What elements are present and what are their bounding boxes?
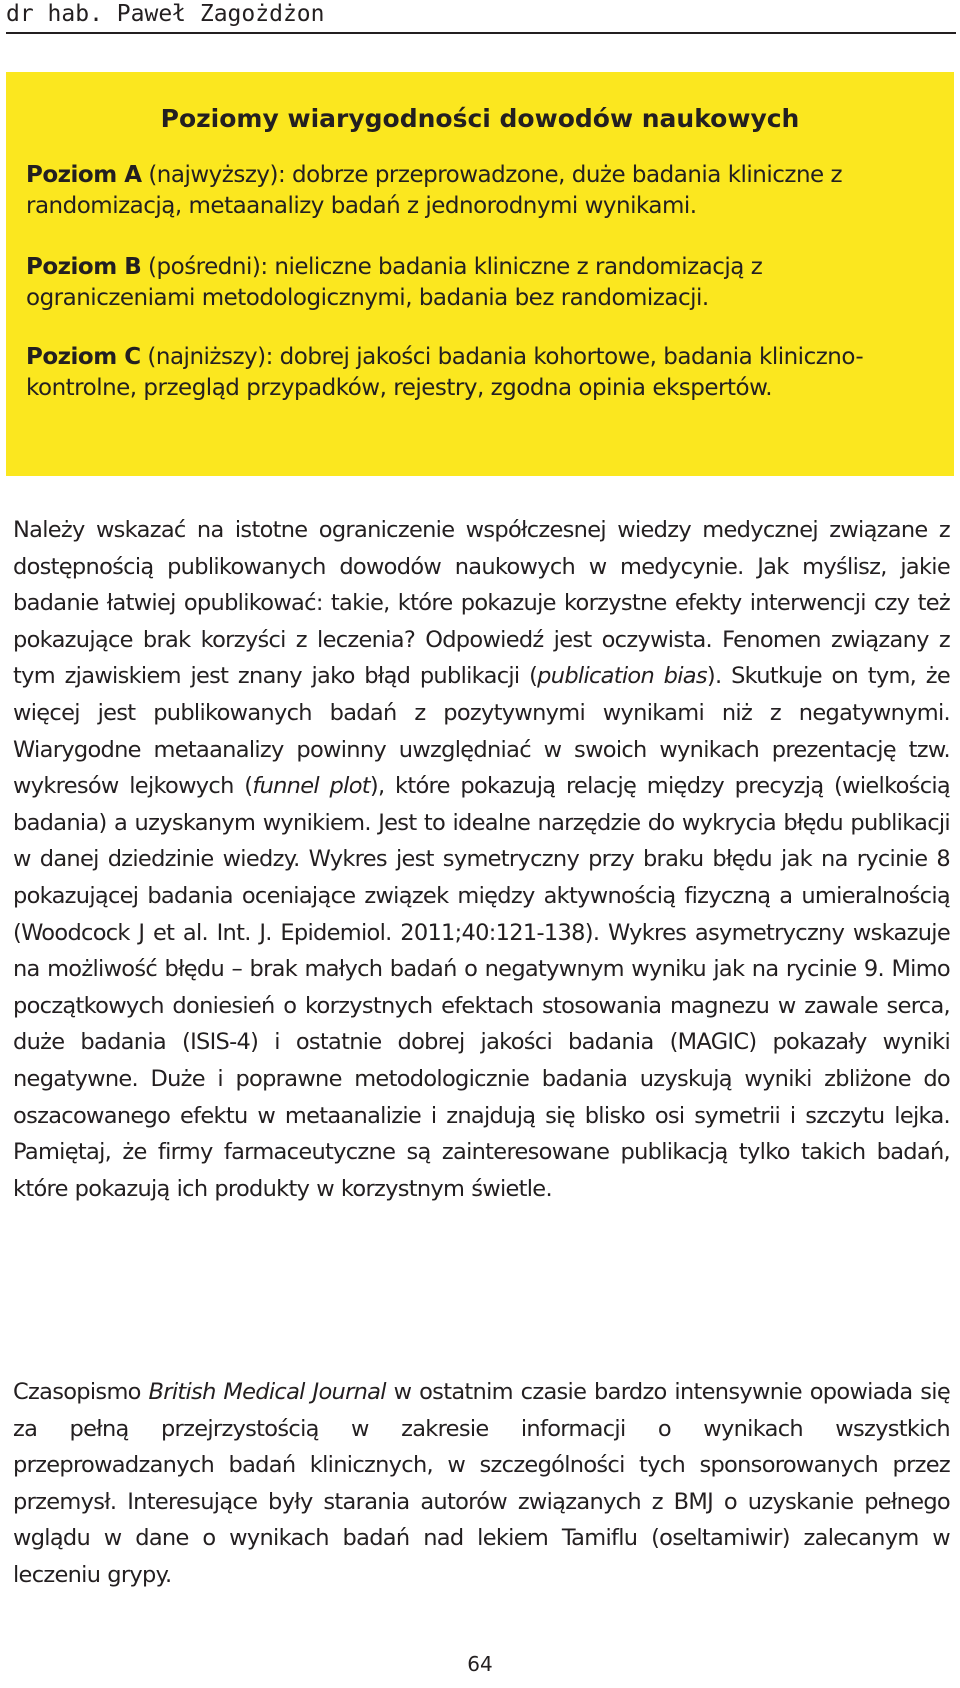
paragraph-bmj [13,1374,950,1594]
evidence-levels-box [6,72,954,476]
paragraph2-part2: w ostatnim czasie bardzo intensywnie opowiada się za pełną przejrzystością w zakresie informacji o wynikach wszystkich przeprowadzanych badań klinicznych, w szczególności tych sponsorowanych przez przemysł. Interesujące były starania autorów związanych z BMJ o uzyskanie pełnego wglądu w dane o wynikach badań nad lekiem Tamiflu (oseltamiwir) zalecanym w leczeniu grypy. [13,1379,950,1588]
running-header-author: dr hab. Paweł Zagożdżon [6,0,956,34]
journal-name: British Medical Journal [148,1379,386,1405]
page-number: 64 [467,1652,493,1676]
term-publication-bias: publication bias [537,663,707,690]
level-c-description: (najniższy): dobrej jakości badania kohortowe, badania kliniczno-kontrolne, przegląd przypadków, rejestry, zgodna opinia ekspertów. [26,344,864,401]
paragraph1-part3: ), które pokazują relację między precyzją (wielkością badania) a uzyskanym wynikiem. Jest to idealne narzędzie do wykrycia błędu publikacji w danej dziedzinie wiedzy. Wykres jest symetryczny przy braku błędu jak na rycinie 8 pokazującej badania oceniające związek między aktywnością fizyczną a umieralnością (Woodcock J et al. Int. J. Epidemiol. 2011;40:121-138). Wykres asymetryczny wskazuje na możliwość błędu – brak małych badań o negatywnym wyniku jak na rycinie 9. Mimo początkowych doniesień o korzystnych efektach stosowania magnezu w zawale serca, duże badania (ISIS-4) i ostatnie dobrej jakości badania (MAGIC) pokazały wyniki negatywne. Duże i poprawne metodologicznie badania uzyskują wyniki zbliżone do oszacowanego efektu w metaanalizie i znajdują się blisko osi symetrii i szczytu lejka. Pamiętaj, że firmy farmaceutyczne są zainteresowane publikacją tylko takich badań, które pokazują ich produkty w korzystnym świetle. [13,773,950,1202]
level-b-text [26,252,928,314]
paragraph1-part1: Należy wskazać na istotne ograniczenie współczesnej wiedzy medycznej związane z dostępnością publikowanych dowodów naukowych w medycynie. Jak myślisz, jakie badanie łatwiej opublikować: takie, które pokazuje korzystne efekty interwencji czy też pokazujące brak korzyści z leczenia? Odpowiedź jest oczywista. Fenomen związany z tym zjawiskiem jest znany jako błąd publikacji ( [13,517,950,690]
level-a-description: (najwyższy): dobrze przeprowadzone, duże badania kliniczne z randomizacją, metaanalizy badań z jednorodnymi wynikami. [26,162,843,219]
paragraph-publication-bias [13,512,950,1207]
level-c-name: Poziom C [26,344,141,370]
level-b-name: Poziom B [26,254,142,280]
level-b-description: (pośredni): nieliczne badania kliniczne z randomizacją z ograniczeniami metodologicznymi, badania bez randomizacji. [26,254,763,311]
paragraph2-part1: Czasopismo [13,1379,149,1405]
level-a-name: Poziom A [26,162,142,188]
level-c-text [26,342,928,404]
level-a-text [26,160,928,222]
box-title: Poziomy wiarygodności dowodów naukowych [160,104,800,133]
term-funnel-plot: funnel plot [252,773,370,800]
paragraph1-part2: ). Skutkuje on tym, że więcej jest publikowanych badań z pozytywnymi wynikami niż z negatywnymi. Wiarygodne metaanalizy powinny uwzględniać w swoich wynikach prezentację tzw. wykresów lejkowych ( [13,663,950,800]
